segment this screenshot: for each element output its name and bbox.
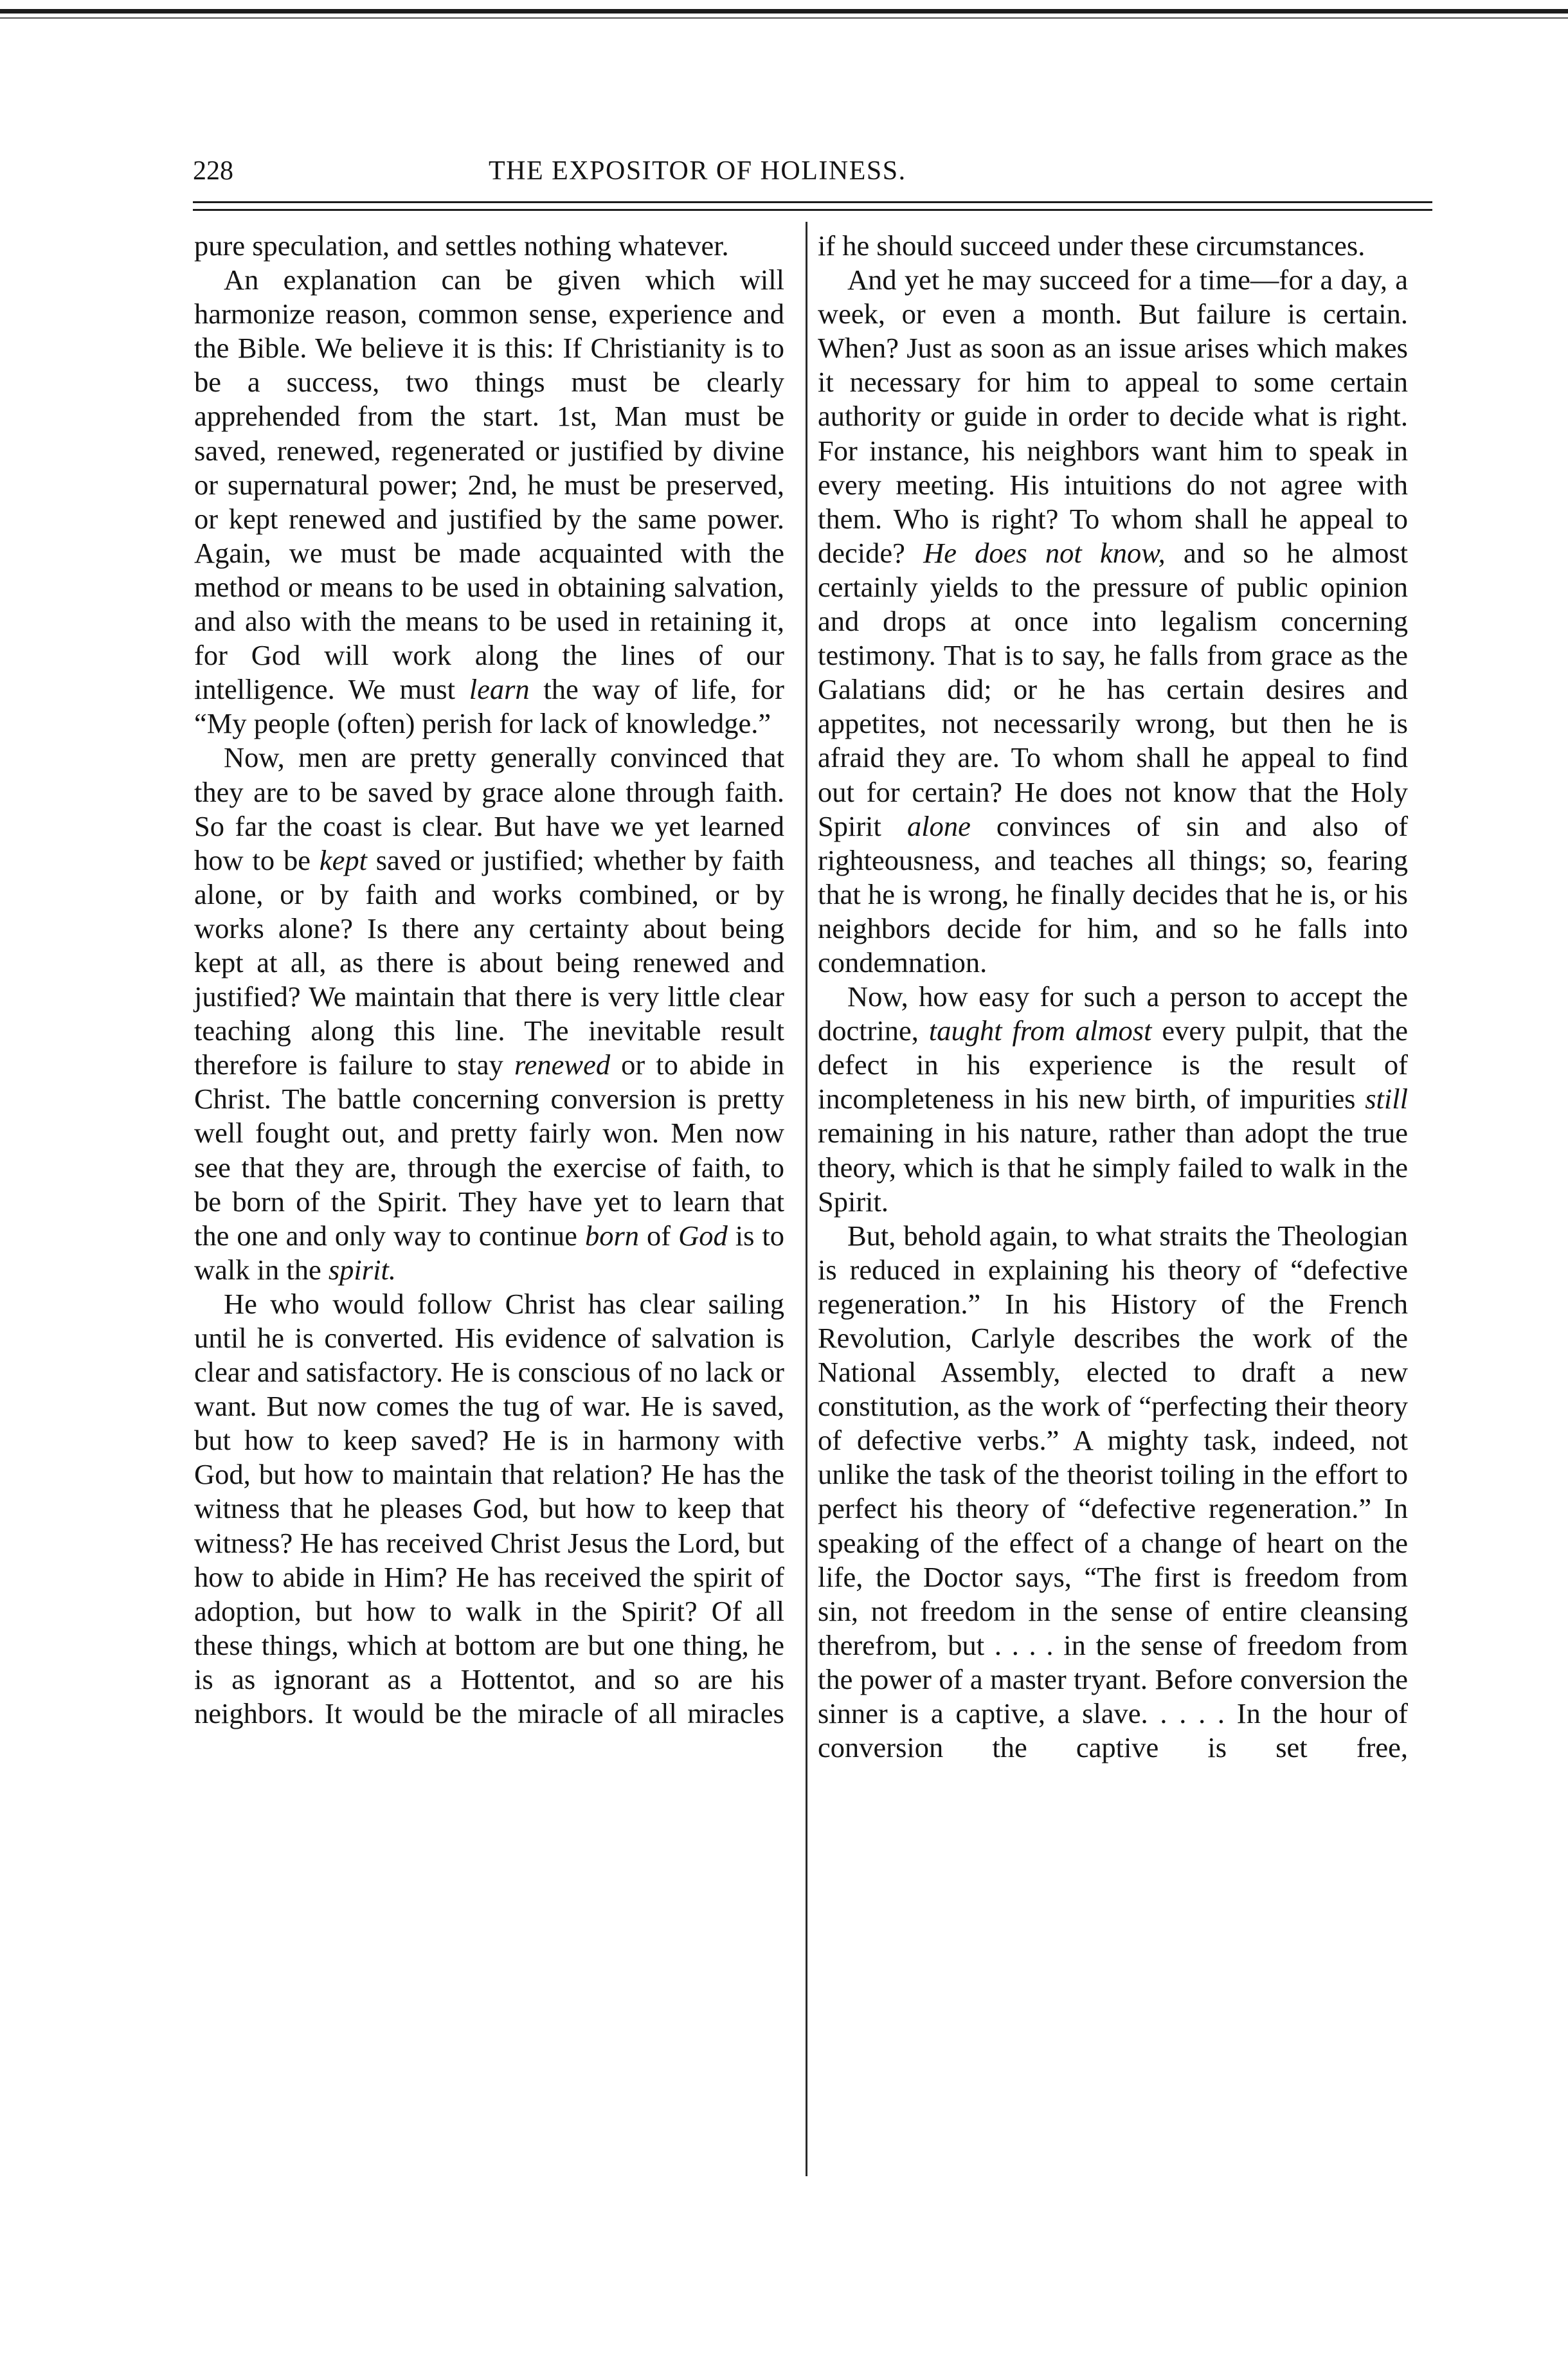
running-head — [193, 152, 1440, 190]
left-column — [194, 229, 784, 1731]
right-paragraph-4 — [818, 1219, 1408, 1765]
right-p3-text-b: every pulpit, that the defect in his experience is the result of incompleteness in his new birth, of impurities — [818, 1014, 1408, 1115]
left-p2-emphasis: learn — [469, 673, 530, 706]
left-paragraph-4 — [194, 1287, 784, 1731]
left-p1-text: pure speculation, and settles nothing whatever. — [194, 230, 729, 262]
left-paragraph-3 — [194, 741, 784, 1287]
left-p3-text-e: is to walk in the — [194, 1219, 785, 1286]
left-paragraph-2 — [194, 263, 784, 741]
page-number: 228 — [193, 156, 233, 186]
left-p3-text-d: of — [647, 1219, 671, 1252]
right-paragraph-1 — [818, 229, 1408, 263]
left-p3-emphasis-4: God — [678, 1219, 728, 1252]
left-p2-text: An explanation can be given which will harmonize reason, common sense, experience and the Bible. We believe it is this: If Christianity is to be a success, two things must be clearly apprehended from the start. 1st, Man must be saved, renewed, regenerated or justified by divine or supernatural power; 2nd, he must be preserved, or kept renewed and justified by the same power. Again, we must be made acquainted with the method or means to be used in obtaining salvation, and also with the means to be used in retaining it, for God will work along the lines of our intelligence. We must — [194, 264, 784, 706]
right-p3-text-a: Now, how easy for such a person to accept the doctrine, — [818, 980, 1408, 1047]
right-p4-text: But, behold again, to what straits the Theologian is reduced in explaining his theory of “defective regeneration.” In his History of the French Revolution, Carlyle describes the work of the National Assembly, elected to draft a new constitution, as the work of “perfecting their theory of defective verbs.” A mighty task, indeed, not unlike the task of the theorist toiling in the effort to perfect his theory of “defective regeneration.” In speaking of the effect of a change of heart on the life, the Doctor says, “The first is freedom from sin, not freedom in the sense of entire cleansing therefrom, but . . . . in the sense of freedom from the power of a master tryant. Before conversion the sinner is a captive, a slave. . . . . In the hour of conversion the captive is set free, — [818, 1219, 1408, 1764]
header-double-rule-top — [193, 201, 1432, 203]
right-p3-emphasis-2: still — [1365, 1083, 1409, 1115]
left-p3-emphasis-3: born — [584, 1219, 640, 1252]
right-column — [818, 229, 1408, 1765]
left-paragraph-1 — [194, 229, 784, 263]
right-p2-text-b: and so he almost certainly yields to the pressure of public opinion and drops at once into legalism concerning testimony. That is to say, he falls from grace as the Galatians did; or he has certain desires and appetites, not necessarily wrong, but then he is afraid they are. To whom shall he appeal to find out for certain? He does not know that the Holy Spirit — [818, 536, 1409, 842]
right-p3-emphasis-1: taught from almost — [928, 1014, 1152, 1047]
left-p3-text-b: saved or justified; whether by faith alone, or by faith and works combined, or by works alone? Is there any certainty about being kept at all, as there is about being renewed and justified? We maintain that there is very little clear teaching along this line. The inevitable result therefore is failure to stay — [194, 843, 785, 1081]
right-paragraph-3 — [818, 980, 1408, 1219]
right-p3-text-c: remaining in his nature, rather than adopt the true theory, which is that he simply failed to walk in the Spirit. — [818, 1117, 1408, 1218]
right-p2-emphasis-2: alone — [906, 809, 971, 842]
header-double-rule-bottom — [193, 209, 1432, 211]
top-border-rule-thin — [0, 17, 1568, 19]
right-p2-emphasis-1: He does not know, — [923, 536, 1166, 569]
right-paragraph-2 — [818, 263, 1408, 980]
left-p3-text-a: Now, men are pretty generally convinced that they are to be saved by grace alone through faith. So far the coast is clear. But have we yet learned how to be — [194, 741, 784, 876]
left-p3-text-c: or to abide in Christ. The battle concerning conversion is pretty well fought out, and pretty fairly won. Men now see that they are, through the exercise of faith, to be born of the Spirit. They have yet to learn that the one and only way to continue — [194, 1049, 785, 1252]
journal-title: THE EXPOSITOR OF HOLINESS. — [489, 156, 906, 186]
right-p1-text: if he should succeed under these circumstances. — [818, 230, 1365, 262]
column-divider — [806, 222, 807, 2176]
right-p2-text-c: convinces of sin and also of righteousness, and teaches all things; so, fearing that he is wrong, he finally decides that he is, or his neighbors decide for him, and so he falls into condemnation. — [818, 809, 1409, 978]
left-p4-text: He who would follow Christ has clear sailing until he is converted. His evidence of salvation is clear and satisfactory. He is conscious of no lack or want. But now comes the tug of war. He is saved, but how to keep saved? He is in harmony with God, but how to maintain that relation? He has the witness that he pleases God, but how to keep that witness? He has received Christ Jesus the Lord, but how to abide in Him? He has received the spirit of adoption, but how to walk in the Spirit? Of all these things, which at bottom are but one thing, he is as ignorant as a Hottentot, and so are his neighbors. It would be the miracle of all miracles — [194, 1287, 784, 1730]
left-p2-end: the way of life, for “My people (often) perish for lack of knowledge.” — [194, 673, 785, 740]
right-p2-text-a: And yet he may succeed for a time—for a day, a week, or even a month. But failure is certain. When? Just as soon as an issue arises which makes it necessary for him to appeal to some certain authority or guide in order to decide what is right. For instance, his neighbors want him to speak in every meeting. His intuitions do not agree with them. Who is right? To whom shall he appeal to decide? — [818, 264, 1408, 569]
left-p3-emphasis-2: renewed — [514, 1049, 611, 1081]
left-p3-emphasis-5: spirit. — [328, 1253, 396, 1286]
top-border-rule — [0, 9, 1568, 14]
left-p3-emphasis-1: kept — [319, 843, 367, 876]
